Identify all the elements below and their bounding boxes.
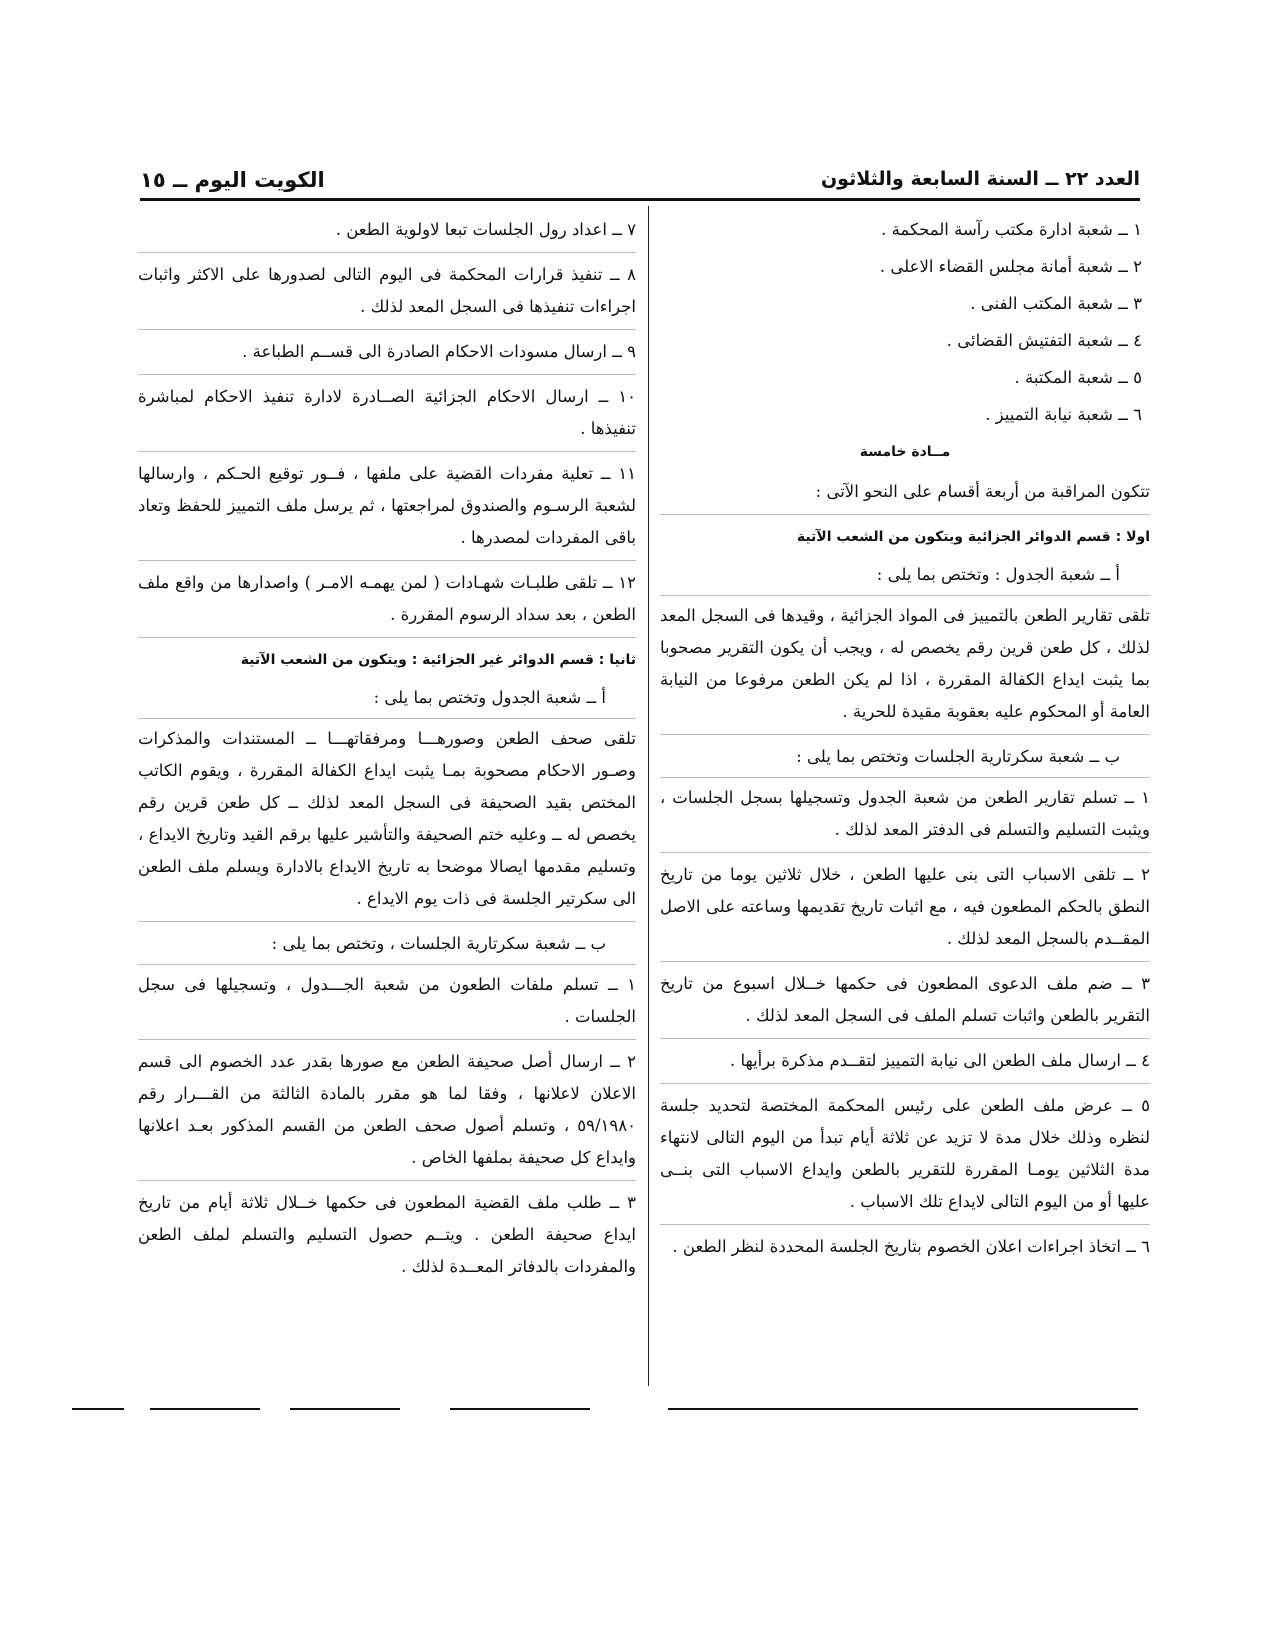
sub-heading: ب ــ شعبة سكرتارية الجلسات ، وتختص بما يلى : — [138, 928, 636, 965]
right-column — [660, 214, 1150, 1275]
numbered-paragraph: ٩ ــ ارسال مسودات الاحكام الصادرة الى قســم الطباعة . — [138, 336, 636, 375]
section-heading: ثانيا : قسم الدوائر غير الجزائية : ويتكون من الشعب الآتية — [240, 652, 636, 668]
numbered-paragraph: ١٢ ــ تلقى طلبـات شهـادات ( لمن يهمـه الامـر ) واصدارها من واقع ملف الطعن ، بعد سداد الرسوم المقررة . — [138, 567, 636, 638]
sub-heading: ب ــ شعبة سكرتارية الجلسات وتختص بما يلى : — [660, 741, 1150, 778]
list-item: ٢ ــ شعبة أمانة مجلس القضاء الاعلى . — [879, 257, 1142, 276]
footer-rule — [668, 1408, 1138, 1410]
numbered-paragraph: ٣ ــ ضم ملف الدعوى المطعون فى حكمها خــلال اسبوع من تاريخ التقرير بالطعن واثبات تسلم الملف فى السجل المعد لذلك . — [660, 968, 1150, 1039]
numbered-paragraph: ١١ ــ تعلية مفردات القضية على ملفها ، فــور توقيع الحـكم ، وارسالها لشعبة الرسـوم والصندوق لمراجعتها ، ثم يرسل ملف التمييز للحفظ وتعاد باقى المفردات لمصدرها . — [138, 458, 636, 561]
numbered-paragraph: ٢ ــ تلقى الاسباب التى بنى عليها الطعن ، خلال ثلاثين يوما من تاريخ النطق بالحكم المطعون فيه ، مع اثبات تاريخ تقديمها وساعته على الاصل المقــدم بالسجل المعد لذلك . — [660, 859, 1150, 962]
article-intro: تتكون المراقبة من أربعة أقسام على النحو الآتى : — [660, 476, 1150, 515]
numbered-paragraph: ٤ ــ ارسال ملف الطعن الى نيابة التمييز لتقــدم مذكرة برأيها . — [660, 1045, 1150, 1084]
numbered-paragraph: ١ ــ تسلم تقارير الطعن من شعبة الجدول وتسجيلها بسجل الجلسات ، ويثبت التسليم والتسلم فى الدفتر المعد لذلك . — [660, 782, 1150, 853]
article-title: مــادة خامسة — [859, 444, 951, 460]
list-item: ١ ــ شعبة ادارة مكتب رآسة المحكمة . — [881, 220, 1142, 239]
numbered-paragraph: ٣ ــ طلب ملف القضية المطعون فى حكمها خــلال ثلاثة أيام من تاريخ ايداع صحيفة الطعن . ويتــم حصول التسليم والتسلم لملف الطعن والمفردات بالدفاتر المعــدة لذلك . — [138, 1193, 636, 1276]
footer-rule — [72, 1408, 124, 1410]
footer-rule — [450, 1408, 590, 1410]
numbered-paragraph: ٦ ــ اتخاذ اجراءات اعلان الخصوم بتاريخ الجلسة المحددة لنظر الطعن . — [672, 1237, 1150, 1256]
list-item: ٤ ــ شعبة التفتيش القضائى . — [946, 331, 1142, 350]
publication-page: الكويت اليوم ــ ١٥ — [140, 168, 325, 192]
footer-rule — [290, 1408, 400, 1410]
paragraph: تلقى تقارير الطعن بالتمييز فى المواد الجزائية ، وقيدها فى السجل المعد لذلك ، كل طعن قرين رقم يخصص له ، ويجب أن يكون التقرير مصحوبا بما يثبت ايداع الكفالة المقررة ، اذا لم يكن الطعن مرفوعا من النيابة العامة أو المحكوم عليه بعقوبة مقيدة للحرية . — [660, 600, 1150, 735]
issue-info: العدد ٢٢ ــ السنة السابعة والثلاثون — [820, 168, 1140, 190]
column-divider — [648, 206, 649, 1386]
numbered-paragraph: ١ ــ تسلم ملفات الطعون من شعبة الجـــدول ، وتسجيلها فى سجل الجلسات . — [138, 969, 636, 1040]
numbered-paragraph: ١٠ ــ ارسال الاحكام الجزائية الصــادرة لادارة تنفيذ الاحكام لمباشرة تنفيذها . — [138, 381, 636, 452]
list-item: ٥ ــ شعبة المكتبة . — [1014, 368, 1142, 387]
numbered-paragraph: ٧ ــ اعداد رول الجلسات تبعا لاولوية الطعن . — [138, 214, 636, 253]
sub-heading: أ ــ شعبة الجدول : وتختص بما يلى : — [660, 559, 1150, 596]
numbered-paragraph: ٢ ــ ارسال أصل صحيفة الطعن مع صورها بقدر عدد الخصوم الى قسم الاعلان لاعلانها ، وفقا لما هو مقرر بالمادة الثالثة من القـــرار رقم ٥٩/١٩٨٠ ، وتسلم أصول صحف الطعن من القسم المذكور بعـد اعلانها وايداع كل صحيفة بملفها الخاص . — [138, 1046, 636, 1181]
list-item: ٦ ــ شعبة نيابة التمييز . — [985, 405, 1142, 424]
numbered-paragraph: ٨ ــ تنفيذ قرارات المحكمة فى اليوم التالى لصدورها على الاكثر واثبات اجراءات تنفيذها فى السجل المعد لذلك . — [138, 259, 636, 330]
sub-heading: أ ــ شعبة الجدول وتختص بما يلى : — [138, 682, 636, 719]
footer-rule — [150, 1408, 260, 1410]
list-item: ٣ ــ شعبة المكتب الفنى . — [970, 294, 1142, 313]
left-column — [138, 214, 636, 1295]
page-header — [140, 168, 1140, 196]
header-rule — [140, 198, 1140, 201]
paragraph: تلقى صحف الطعن وصورهـــا ومرفقاتهـــا ــ المستندات والمذكرات وصـور الاحكام مصحوبة بمـا يثبت ايداع الكفالة المقررة ، ويقوم الكاتب المختص بقيد الصحيفة فى السجل المعد لذلك ــ كل طعن قرين رقم يخصص له ــ وعليه ختم الصحيفة والتأشير عليها برقم القيد وتاريخ الايداع ، وتسليم مقدمها ايصالا موضحا به تاريخ الايداع بالادارة ويسلم ملف الطعن الى سكرتير الجلسة فى ذات يوم الايداع . — [138, 723, 636, 922]
section-heading: اولا : قسم الدوائر الجزائية ويتكون من الشعب الآتية — [796, 529, 1150, 545]
numbered-paragraph: ٥ ــ عرض ملف الطعن على رئيس المحكمة المختصة لتحديد جلسة لنظره وذلك خلال مدة لا تزيد عن ثلاثة أيام تبدأ من اليوم التالى لانتهاء مدة الثلاثين يومـا المقررة للتقرير بالطعن وايداع الاسباب التى بنــى عليها أو من اليوم التالى لايداع تلك الاسباب . — [660, 1090, 1150, 1225]
